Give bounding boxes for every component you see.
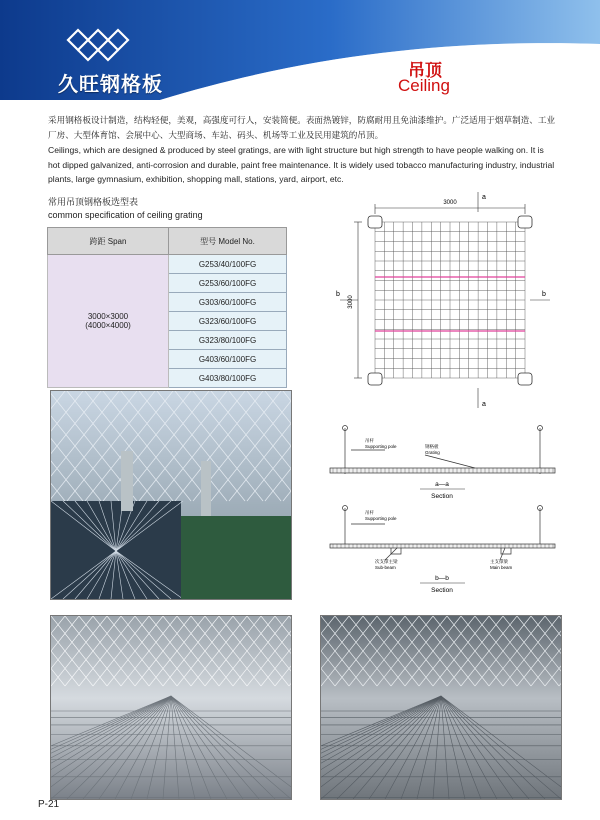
label-grating-en: Grating [425,450,440,455]
label-pole: 吊杆 [365,510,374,515]
section-caption-en: Section [431,493,453,500]
model-cell: G253/40/100FG [169,255,287,274]
label-pole: 吊杆 [365,438,374,443]
span-cell [48,255,169,388]
label-pole-en: Supporting pole [365,516,397,521]
page-number: P-21 [38,799,60,810]
page-title-en: Ceiling [398,76,450,95]
section-bb-drawing [325,500,560,600]
model-cell: G323/60/100FG [169,312,287,331]
model-cell: G403/80/100FG [169,369,287,388]
dim-top: 3000 [443,200,457,206]
intro-en: Ceilings, which are designed & produced by steel gratings, are with light structure but high strength to have people walking on. It is hot dipped galvanized, anti-corrosion and durable, paint free maintenance. It is widely used tobacco manufacturing industry, industrial plants, large gymnasium, exhibition, shopping mall, stations, yard, airport, etc. [48,145,555,184]
spec-table [47,227,287,388]
brand-name: 久旺钢格板 [58,72,163,96]
col-header-model: 型号 Model No. [169,228,287,255]
section-mark-b: b [542,291,546,298]
photo-space-frame-roof [50,390,292,600]
span-value-alt: (4000×4000) [85,321,131,330]
section-caption: b—b [435,575,449,582]
spec-table-title-cn: 常用吊顶钢格板选型表 [48,197,139,207]
label-main-beam-en: Main beam [490,565,513,570]
intro-text [48,114,558,187]
dim-left: 3000 [348,295,354,309]
photo-ceiling-grating-left [50,615,292,800]
spec-table-title [48,196,203,222]
page-title-cn: 吊顶 [408,61,442,81]
section-mark-a: a [482,194,486,201]
intro-cn: 采用钢格板设计制造，结构轻便，美观，高强度可行人，安装简便。表面热镀锌，防腐耐用且免油漆维护。广泛适用于烟草制造、工业厂房、大型体育馆、会展中心、大型商场、车站、码头、机场等工业及民用建筑的吊顶。 [48,116,556,141]
section-caption-en: Section [431,587,453,594]
label-sub-beam-en: Sub-beam [375,565,396,570]
section-mark-a: a [482,401,486,408]
spec-table-title-en: common specification of ceiling grating [48,210,203,220]
label-main-beam: 主支撑梁 [490,559,508,564]
model-cell: G303/60/100FG [169,293,287,312]
plan-drawing [330,190,560,410]
model-cell: G253/60/100FG [169,274,287,293]
photo-ceiling-grating-right [320,615,562,800]
model-cell: G323/80/100FG [169,331,287,350]
section-mark-b: b [336,291,340,298]
model-cell: G403/60/100FG [169,350,287,369]
label-pole-en: Supporting pole [365,444,397,449]
label-grating: 钢格板 [425,444,439,449]
col-header-span: 跨距 Span [48,228,169,255]
label-sub-beam: 次支撑主梁 [375,559,398,564]
section-caption: a—a [435,481,449,488]
grating-grid [375,222,525,378]
section-aa-drawing [325,420,560,505]
span-value: 3000×3000 [87,312,129,321]
